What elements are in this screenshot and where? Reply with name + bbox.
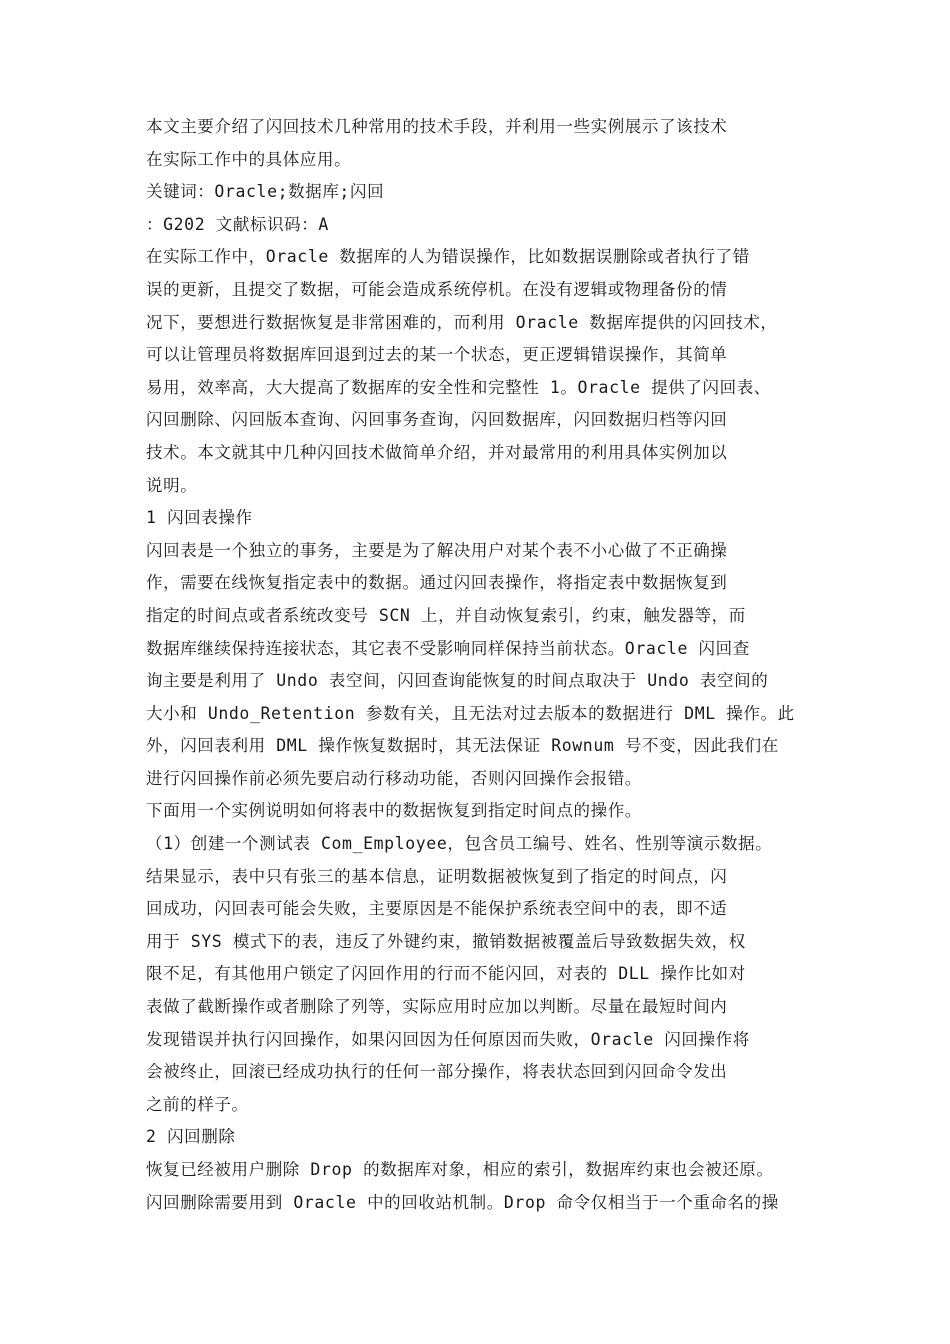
- intro-line-6: 闪回删除、闪回版本查询、闪回事务查询，闪回数据库，闪回数据归档等闪回: [146, 410, 728, 430]
- result-line-2: 回成功，闪回表可能会失败，主要原因是不能保护系统表空间中的表，即不适: [146, 899, 728, 919]
- example-step-1-line: （1）创建一个测试表 Com_Employee，包含员工编号、姓名、性别等演示数据。: [146, 834, 773, 854]
- intro-line-1: 在实际工作中，Oracle 数据库的人为错误操作，比如数据误删除或者执行了错: [146, 247, 750, 267]
- result-line-5: 表做了截断操作或者删除了列等，实际应用时应加以判断。尽量在最短时间内: [146, 997, 728, 1017]
- result-line-6: 发现错误并执行闪回操作，如果闪回因为任何原因而失败，Oracle 闪回操作将: [146, 1029, 750, 1049]
- section-1-line-3: 指定的时间点或者系统改变号 SCN 上，并自动恢复索引，约束，触发器等，而: [146, 605, 746, 625]
- result-line-8: 之前的样子。: [146, 1094, 249, 1114]
- result-line-3: 用于 SYS 模式下的表，违反了外键约束，撤销数据被覆盖后导致数据失效，权: [146, 931, 746, 951]
- section-1-line-6: 大小和 Undo_Retention 参数有关，且无法对过去版本的数据进行 DML 操作。此: [146, 703, 795, 723]
- classification-line: ：G202 文献标识码：A: [146, 214, 329, 234]
- keywords-line: 关键词：Oracle;数据库;闪回: [146, 182, 385, 202]
- section-2-line-2: 闪回删除需要用到 Oracle 中的回收站机制。Drop 命令仅相当于一个重命名的操: [146, 1192, 779, 1212]
- document-body: [146, 111, 826, 1219]
- result-line-7: 会被终止，回滚已经成功执行的任何一部分操作，将表状态回到闪回命令发出: [146, 1062, 728, 1082]
- result-line-1: 结果显示，表中只有张三的基本信息，证明数据被恢复到了指定的时间点，闪: [146, 866, 728, 886]
- intro-line-7: 技术。本文就其中几种闪回技术做简单介绍，并对最常用的利用具体实例加以: [146, 442, 728, 462]
- example-intro-line: 下面用一个实例说明如何将表中的数据恢复到指定时间点的操作。: [146, 801, 642, 821]
- intro-line-4: 可以让管理员将数据库回退到过去的某一个状态，更正逻辑错误操作，其简单: [146, 345, 728, 365]
- section-1-heading: 1 闪回表操作: [146, 508, 253, 528]
- intro-line-2: 误的更新，且提交了数据，可能会造成系统停机。在没有逻辑或物理备份的情: [146, 279, 728, 299]
- abstract-line-2: 在实际工作中的具体应用。: [146, 149, 352, 169]
- section-2-heading: 2 闪回删除: [146, 1127, 236, 1147]
- section-2-line-1: 恢复已经被用户删除 Drop 的数据库对象，相应的索引，数据库约束也会被还原。: [146, 1160, 774, 1179]
- intro-line-5: 易用，效率高，大大提高了数据库的安全性和完整性 1。Oracle 提供了闪回表、: [146, 377, 771, 397]
- section-1-line-5: 询主要是利用了 Undo 表空间，闪回查询能恢复的时间点取决于 Undo 表空间的: [146, 671, 769, 691]
- section-1-line-4: 数据库继续保持连接状态，其它表不受影响同样保持当前状态。Oracle 闪回查: [146, 638, 750, 658]
- abstract-line-1: 本文主要介绍了闪回技术几种常用的技术手段，并利用一些实例展示了该技术: [146, 117, 728, 136]
- intro-line-8: 说明。: [146, 475, 198, 495]
- section-1-line-2: 作，需要在线恢复指定表中的数据。通过闪回表操作，将指定表中数据恢复到: [146, 573, 728, 593]
- intro-line-3: 况下，要想进行数据恢复是非常困难的，而利用 Oracle 数据库提供的闪回技术，: [146, 312, 778, 332]
- section-1-line-1: 闪回表是一个独立的事务，主要是为了解决用户对某个表不小心做了不正确操: [146, 540, 728, 560]
- section-1-line-7: 外，闪回表利用 DML 操作恢复数据时，其无法保证 Rownum 号不变，因此我们在: [146, 736, 779, 756]
- section-1-line-8: 进行闪回操作前必须先要启动行移动功能，否则闪回操作会报错。: [146, 768, 642, 788]
- result-line-4: 限不足，有其他用户锁定了闪回作用的行而不能闪回，对表的 DLL 操作比如对: [146, 964, 746, 984]
